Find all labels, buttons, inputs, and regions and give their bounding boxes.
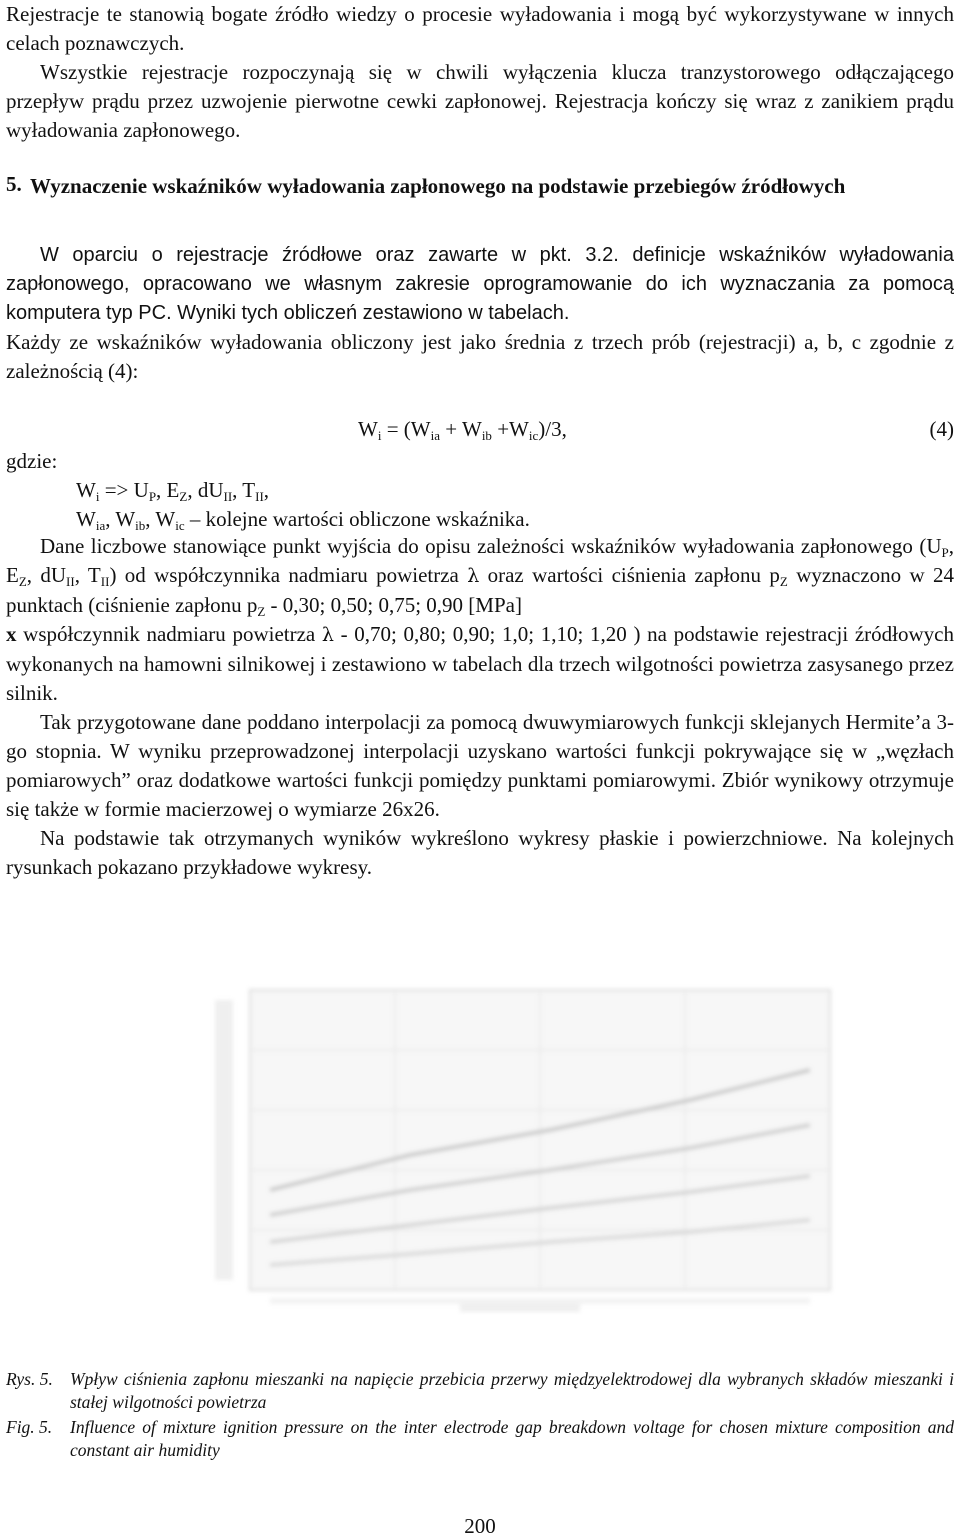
formula-number: (4): [929, 417, 954, 441]
paragraph-6: x współczynnik nadmiaru powietrza λ - 0,70; 0,80; 0,90; 1,0; 1,10; 1,20 ) na podstawie rejestracji źródłowych wykonanych na hamowni silnikowej i zestawiono w tabelach dla trzech wilgotności powietrza zasysanego przez silnik.: [6, 622, 954, 705]
text-block-middle: [6, 241, 954, 386]
paragraph-2: [6, 58, 954, 145]
paragraph-8: Na podstawie tak otrzymanych wyników wykreślono wykresy płaskie i powierzchniowe. Na kolejnych rysunkach pokazano przykładowe wykresy.: [6, 826, 954, 879]
caption-pl: [6, 1368, 954, 1414]
paragraph-2-text: Wszystkie rejestracje rozpoczynają się w chwili wyłączenia klucza tranzystorowego odłączającego przepływ prądu przez uzwojenie pierwotne cewki zapłonowej. Rejestracja kończy się wraz z zanikiem prądu wyładowania zapłonowego.: [6, 60, 954, 142]
definition-line-2: $W_{ia}$, $W_{ib}$, $W_{ic}$ – kolejne wartości obliczone wskaźnika.: [76, 507, 530, 533]
definition-line-1: $W_i => U_P$, $E_Z$, $dU_{II}$, $T_{II}$,: [76, 478, 270, 504]
caption-pl-text: Wpływ ciśnienia zapłonu mieszanki na napięcie przebicia przerwy międzyelektrodowej dla wybranych składów mieszanki i stałej wilgotności powietrza: [70, 1369, 954, 1412]
section-title: Wyznaczenie wskaźników wyładowania zapłonowego na podstawie przebiegów źródłowych: [30, 174, 846, 198]
paragraph-5: Dane liczbowe stanowiące punkt wyjścia do opisu zależności wskaźników wyładowania zapłonowego ($U_P$, $E_Z$, $dU_{II}$, $T_{II}$) od współczynnika nadmiaru powietrza λ oraz wartości ciśnienia zapłonu $p_Z$ wyznaczono w 24 punktach (ciśnienie zapłonu $p_Z - 0,30$; 0,50; 0,75; 0,90 [MPa]: [6, 534, 954, 619]
formula-block: [6, 417, 954, 534]
lambda-symbol: λ: [467, 565, 480, 587]
formula: $W_i = (W_{ia} + W_{ib} +W_{ic})/3$,: [358, 417, 567, 443]
figure-image: [210, 980, 850, 1315]
section-number: 5.: [6, 172, 22, 196]
caption-pl-label: Rys. 5.: [6, 1369, 53, 1389]
caption-en: [6, 1416, 954, 1462]
section-heading: [6, 172, 954, 201]
caption-en-label: Fig. 5.: [6, 1417, 53, 1437]
gdzie-label: gdzie:: [6, 449, 58, 473]
text-block-bottom: [6, 532, 954, 882]
paragraph-4: Każdy ze wskaźników wyładowania obliczony jest jako średnia z trzech prób (rejestracji) a, b, c zgodnie z zależnością (4):: [6, 330, 954, 383]
paragraph-3: W oparciu o rejestracje źródłowe oraz zawarte w pkt. 3.2. definicje wskaźników wyładowania zapłonowego, opracowano we własnym zakresie oprogramowanie do ich wyznaczania za pomocą komputera typ PC. Wyniki tych obliczeń zestawiono w tabelach.: [6, 244, 954, 324]
lambda-symbol: λ: [321, 624, 334, 646]
caption-en-text: Influence of mixture ignition pressure on the inter electrode gap breakdown voltage for chosen mixture composition and constant air humidity: [70, 1417, 954, 1460]
text-block-top: [6, 0, 954, 145]
page-number: 200: [464, 1514, 496, 1538]
formula-row: [6, 417, 954, 447]
paragraph-1: Rejestracje te stanowią bogate źródło wiedzy o procesie wyładowania i mogą być wykorzystywane w innych celach poznawczych.: [6, 2, 954, 55]
paragraph-7: Tak przygotowane dane poddano interpolacji za pomocą dwuwymiarowych funkcji sklejanych Hermite’a 3-go stopnia. W wyniku przeprowadzonej interpolacji uzyskano wartości funkcji pokrywające się w „węzłach pomiarowych” oraz dodatkowe wartości funkcji pomiędzy punktami pomiarowymi. Zbiór wynikowy otrzymuje się także w formie macierzowej o wymiarze 26x26.: [6, 710, 954, 821]
